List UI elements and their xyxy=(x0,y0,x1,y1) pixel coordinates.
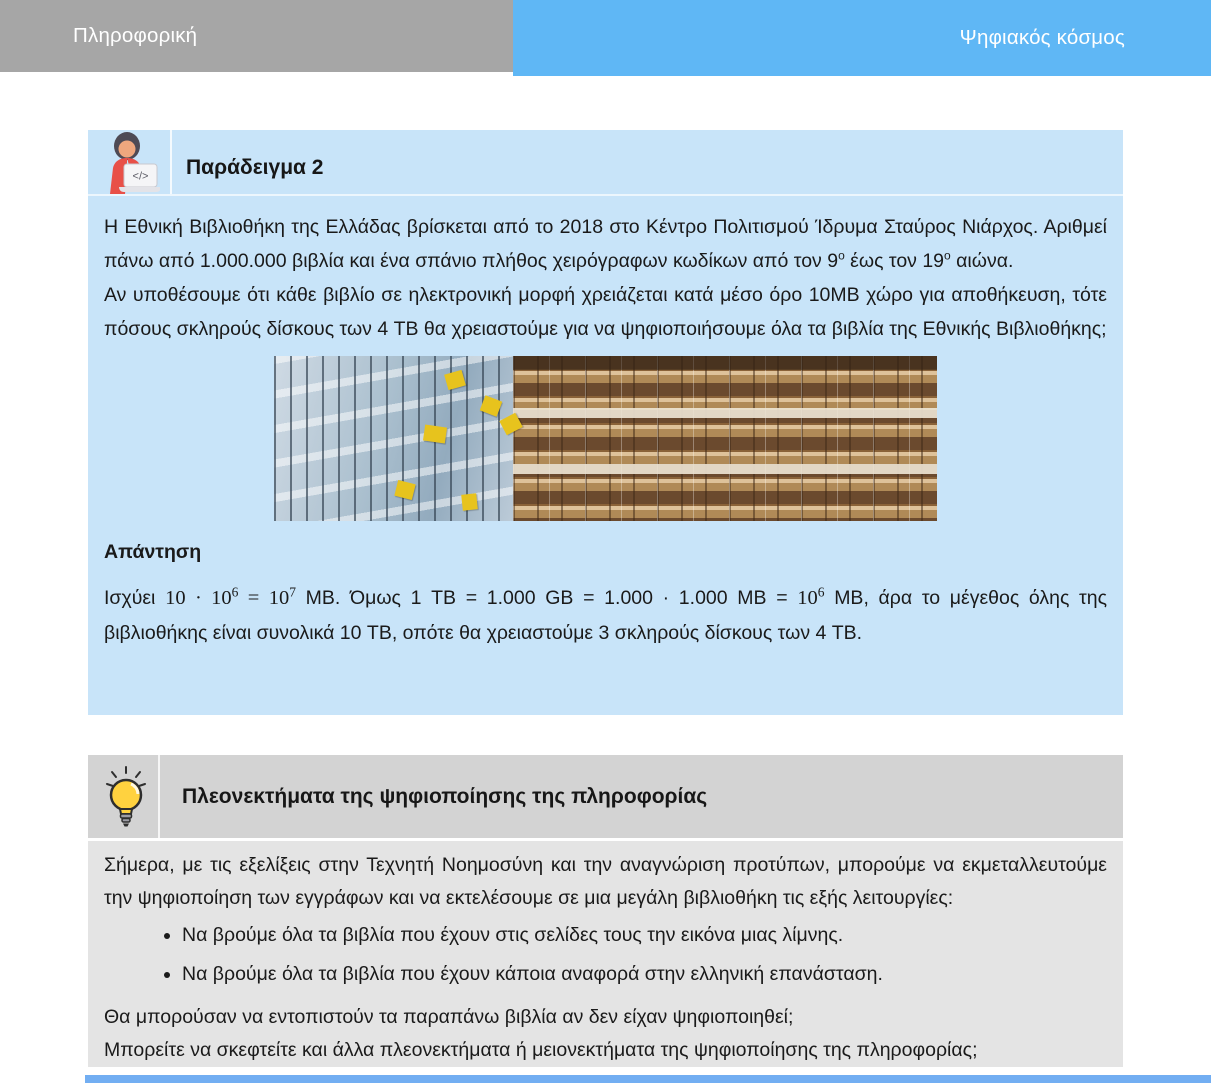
math-fragment: = 10 xyxy=(238,587,290,609)
answer-text xyxy=(104,581,1107,651)
bookshelves xyxy=(513,356,937,521)
person-coding-icon-svg xyxy=(104,132,160,194)
lightbulb-icon xyxy=(104,765,148,829)
person-coding-icon xyxy=(104,132,160,194)
advantages-body xyxy=(88,841,1123,1067)
list-item: • Να βρούμε όλα τα βιβλία που έχουν στις σελίδες τους την εικόνα μιας λίμνης. xyxy=(182,919,1107,952)
header-right-bar xyxy=(513,0,1211,76)
paragraph-text: Η Εθνική Βιβλιοθήκη της Ελλάδας βρίσκεται από το 2018 στο Κέντρο Πολιτισμού Ίδρυμα Σταύρος Νιάρχος. Αριθμεί πάνω από 1.000.000 βιβλία και ένα σπάνιο πλήθος χειρόγραφων κωδίκων από τον 9 xyxy=(104,216,1107,272)
answer-fragment: MB. Όμως 1 TB = 1.000 GB = 1.000 · 1.000 MB = xyxy=(295,587,798,609)
code-glyph: </> xyxy=(132,170,149,183)
header-separator xyxy=(158,755,160,838)
sticky-note xyxy=(423,425,447,444)
advantages-list xyxy=(104,919,1107,991)
library-photo xyxy=(274,356,937,521)
advantages-intro: Σήμερα, με τις εξελίξεις στην Τεχνητή Νοημοσύνη και την αναγνώριση προτύπων, μπορούμε να εκμεταλλευτούμε την ψηφιοποίηση των εγγράφων και να εκτελέσουμε σε μια μεγάλη βιβλιοθήκη τις εξής λειτουργίες: xyxy=(104,854,1107,909)
advantages-box xyxy=(88,755,1123,1067)
math-fragment: 10 · 10 xyxy=(165,587,232,609)
next-section-strip xyxy=(85,1075,1211,1083)
answer-heading: Απάντηση xyxy=(104,541,202,563)
math-exponent: 6 xyxy=(231,584,239,600)
ordinal-superscript: ο xyxy=(838,248,845,263)
advantages-box-header xyxy=(88,755,1123,841)
sticky-note xyxy=(461,493,478,510)
question-2: Μπορείτε να σκεφτείτε και άλλα πλεονεκτήματα ή μειονεκτήματα της ψηφιοποίησης της πληροφορίας; xyxy=(104,1039,978,1061)
list-item: • Να βρούμε όλα τα βιβλία που έχουν κάποια αναφορά στην ελληνική επανάσταση. xyxy=(182,958,1107,991)
advantages-title: Πλεονεκτήματα της ψηφιοποίησης της πληροφορίας xyxy=(182,784,708,808)
example-box xyxy=(88,130,1123,715)
question-1: Θα μπορούσαν να εντοπιστούν τα παραπάνω βιβλία αν δεν είχαν ψηφιοποιηθεί; xyxy=(104,1006,794,1028)
header-left-label: Πληροφορική xyxy=(73,24,198,47)
glass-facade xyxy=(274,356,513,521)
answer-fragment: Ισχύει xyxy=(104,587,166,609)
example-title: Παράδειγμα 2 xyxy=(186,156,324,179)
example-box-header xyxy=(88,130,1123,196)
paragraph-text: έως τον 19 xyxy=(844,250,945,272)
paragraph-text: αιώνα. xyxy=(950,250,1014,272)
answer-section xyxy=(104,537,1107,651)
example-paragraph-1 xyxy=(104,210,1107,278)
lightbulb-icon-svg xyxy=(104,765,148,829)
math-fragment: 10 xyxy=(797,587,818,609)
math-exponent: 6 xyxy=(817,584,825,600)
header-left-bar xyxy=(0,0,513,72)
math-exponent: 7 xyxy=(289,584,296,600)
header-right-label: Ψηφιακός κόσμος xyxy=(959,26,1125,49)
example-paragraph-2: Αν υποθέσουμε ότι κάθε βιβλίο σε ηλεκτρονική μορφή χρειάζεται κατά μέσο όρο 10MB χώρο για αποθήκευση, τότε πόσους σκληρούς δίσκους των 4 TB θα χρειαστούμε για να ψηφιοποιήσουμε όλα τα βιβλία της Εθνικής Βιβλιοθήκης; xyxy=(104,284,1107,340)
answer-fragment: MB, άρα το μέγεθος όλης της βιβλιοθήκης είναι συνολικά 10 TB, οπότε θα χρειαστούμε 3 σκληρούς δίσκους των 4 TB. xyxy=(104,587,1108,644)
ordinal-superscript: ο xyxy=(944,248,951,263)
header-separator xyxy=(170,130,172,194)
